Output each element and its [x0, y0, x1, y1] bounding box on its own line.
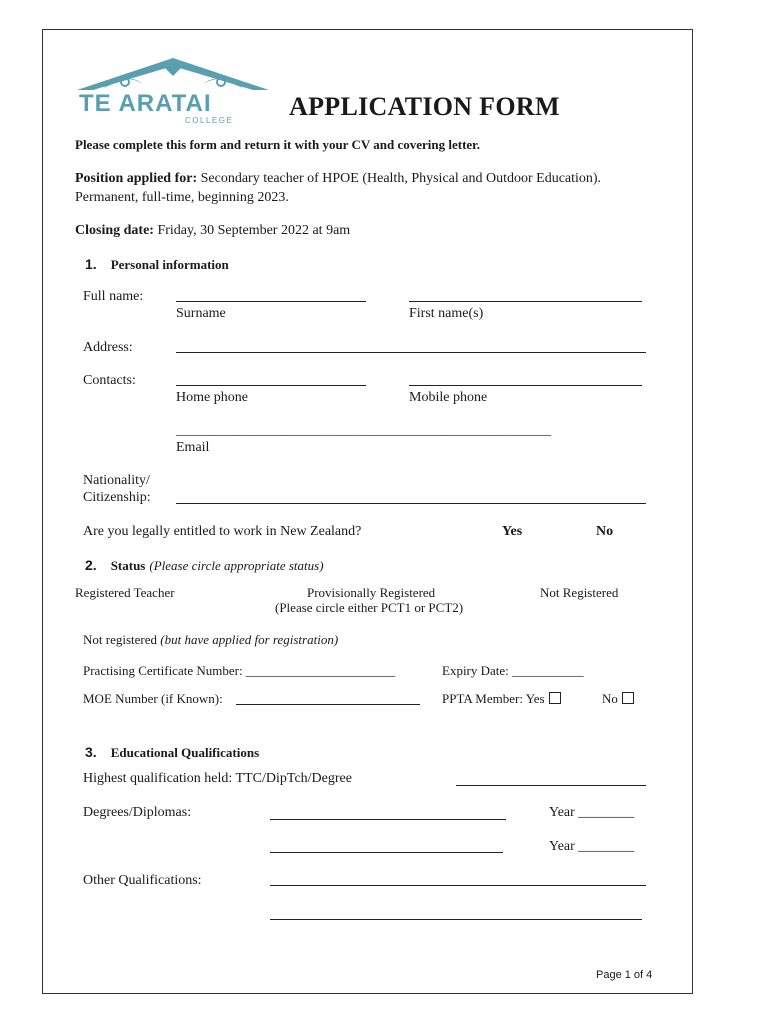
ppta-no-label: No: [602, 691, 618, 706]
section2-note: (Please circle appropriate status): [149, 558, 324, 573]
first-names-caption: First name(s): [409, 306, 484, 321]
nationality-label: Nationality/: [83, 473, 150, 488]
home-phone-caption: Home phone: [176, 390, 248, 405]
degrees-year-1[interactable]: Year ________: [549, 805, 635, 820]
status-provisional-note: (Please circle either PCT1 or PCT2): [275, 600, 464, 615]
logo-name: TE ARATAI: [79, 90, 212, 117]
page-number: Page 1 of 4: [596, 969, 653, 981]
citizenship-label: Citizenship:: [83, 490, 151, 505]
intro-text: Please complete this form and return it with your CV and covering letter.: [75, 137, 480, 152]
not-registered-line: [83, 632, 338, 648]
entitled-question: Are you legally entitled to work in New Zealand?: [83, 524, 362, 539]
surname-field[interactable]: [176, 301, 366, 302]
mobile-phone-caption: Mobile phone: [409, 390, 488, 405]
home-phone-field[interactable]: [176, 385, 366, 386]
position-value: Secondary teacher of HPOE (Health, Physical and Outdoor Education).: [200, 171, 602, 186]
closing-value: Friday, 30 September 2022 at 9am: [157, 223, 351, 238]
address-field[interactable]: [176, 352, 646, 353]
highest-qualification-field[interactable]: [456, 785, 646, 786]
position-applied: [75, 171, 601, 187]
practising-certificate[interactable]: Practising Certificate Number: _______________________: [83, 663, 396, 678]
status-registered[interactable]: Registered Teacher: [75, 585, 175, 600]
ppta-no-checkbox[interactable]: [622, 692, 634, 704]
mobile-phone-field[interactable]: [409, 385, 642, 386]
section1-title: Personal information: [110, 257, 229, 272]
degrees-field-1[interactable]: [270, 819, 506, 820]
status-not-registered[interactable]: Not Registered: [540, 585, 619, 600]
entitled-yes[interactable]: Yes: [502, 524, 523, 539]
other-qualifications-field-2[interactable]: [270, 919, 642, 920]
degrees-label: Degrees/Diplomas:: [83, 805, 192, 820]
section2-heading: [85, 557, 324, 575]
college-logo: [73, 54, 273, 126]
degrees-field-2[interactable]: [270, 852, 503, 853]
ppta-label: PPTA Member: Yes: [442, 691, 545, 706]
address-label: Address:: [83, 340, 133, 355]
position-terms: Permanent, full-time, beginning 2023.: [75, 190, 289, 205]
full-name-label: Full name:: [83, 289, 144, 304]
not-registered-label: Not registered: [83, 632, 158, 647]
ppta-member: [442, 691, 561, 707]
other-qualifications-field-1[interactable]: [270, 885, 646, 886]
citizenship-field[interactable]: [176, 503, 646, 504]
highest-qualification: Highest qualification held: TTC/DipTch/Degree: [83, 771, 352, 786]
position-label: Position applied for:: [75, 171, 198, 186]
section1-heading: [85, 256, 229, 274]
section2-title: Status: [110, 558, 146, 573]
moe-number-label: MOE Number (if Known):: [83, 691, 223, 706]
logo-roof-icon: [73, 54, 273, 94]
form-page: [42, 29, 693, 994]
email-caption: Email: [176, 440, 210, 455]
section2-number: 2.: [85, 557, 97, 573]
section3-number: 3.: [85, 744, 97, 760]
entitled-no[interactable]: No: [596, 524, 614, 539]
closing-date: [75, 223, 350, 239]
ppta-no: [602, 691, 634, 707]
surname-caption: Surname: [176, 306, 226, 321]
contacts-label: Contacts:: [83, 373, 136, 388]
moe-number-field[interactable]: [236, 704, 420, 705]
email-field[interactable]: _______________________________________________________________: [176, 423, 551, 437]
degrees-year-2[interactable]: Year ________: [549, 839, 635, 854]
not-registered-note: (but have applied for registration): [160, 632, 339, 647]
ppta-yes-checkbox[interactable]: [549, 692, 561, 704]
expiry-date[interactable]: Expiry Date: ___________: [442, 663, 584, 678]
section1-number: 1.: [85, 256, 97, 272]
first-names-field[interactable]: [409, 301, 642, 302]
page-title: APPLICATION FORM: [289, 92, 560, 121]
other-qualifications-label: Other Qualifications:: [83, 873, 202, 888]
logo-sub: COLLEGE: [185, 116, 234, 125]
closing-label: Closing date:: [75, 223, 154, 238]
section3-title: Educational Qualifications: [110, 745, 260, 760]
status-provisional[interactable]: Provisionally Registered: [307, 585, 436, 600]
section3-heading: [85, 744, 259, 762]
